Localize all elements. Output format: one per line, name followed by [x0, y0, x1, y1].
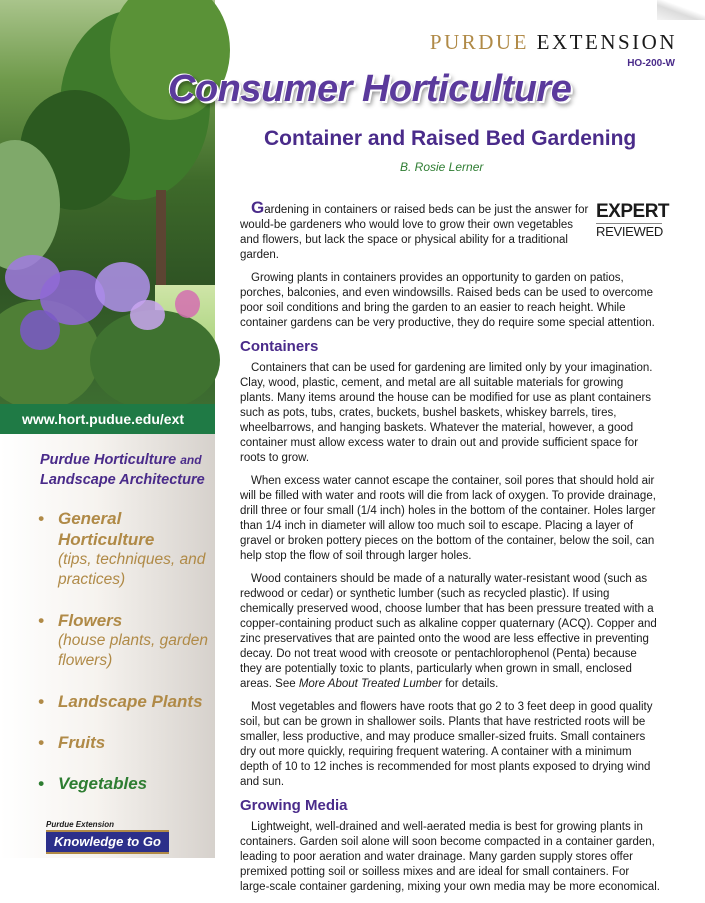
- bullet-icon: •: [38, 509, 44, 528]
- document-title: Container and Raised Bed Gardening: [264, 127, 637, 150]
- section-heading-containers: Containers: [240, 338, 319, 355]
- topic-list: [38, 508, 215, 794]
- garden-photo: [0, 0, 215, 404]
- purdue-extension-logo: PURDUE EXTENSION: [429, 30, 677, 54]
- topic-landscape-plants[interactable]: • Landscape Plants: [38, 692, 203, 711]
- lead-paragraph: Gardening in containers or raised beds can be just the answer for would-be gardeners who would love to grow their own vegetables and flowers, but lack the space or physical ability for a traditional garden.: [240, 198, 589, 261]
- bullet-icon: •: [38, 692, 44, 711]
- page-curl: [657, 0, 705, 20]
- paragraph: Wood containers should be made of a naturally water-resistant wood (such as redwood or cedar) or synthetic lumber (such as recycled plastic). If using chemically preserved wood, choose lumber that has been pressure treated with a copper-containing product such as alkaline copper quaternary (ACQ). Copper and zinc preservatives that are painted onto the wood are less effective in preventing decay. Do not treat wood with creosote or pentachlorophenol (Penta) because they are potentially toxic to plants, particularly when grown in small, enclosed areas. See More About Treated Lumber for details.: [240, 573, 657, 690]
- document-author: B. Rosie Lerner: [400, 160, 484, 174]
- paragraph: Lightweight, well-drained and well-aerated media is best for growing plants in containers. Garden soil alone will soon become compacted in a container garden, leading to poor aeration and water drainage. Many garden supply stores offer premixed potting soil or soilless mixes and are ideal for small containers. For large-scale container gardening, mixing your own media may be more economical.: [240, 821, 660, 893]
- topic-general-horticulture[interactable]: • General Horticulture (tips, techniques, and practices): [38, 509, 206, 588]
- section-heading-growing-media: Growing Media: [240, 797, 348, 814]
- knowledge-to-go-logo: Purdue Extension Knowledge to Go: [46, 820, 169, 854]
- topic-vegetables[interactable]: • Vegetables: [38, 774, 148, 793]
- treated-lumber-reference[interactable]: More About Treated Lumber: [298, 678, 443, 690]
- bullet-icon: •: [38, 774, 44, 793]
- paragraph: When excess water cannot escape the container, soil pores that should hold air will be filled with water and roots will die from lack of oxygen. To provide drainage, drill three or four small (1/4 inch) holes in the bottom of the container. Holes larger than 1/4 inch in diameter will allow too much soil to escape. Placing a layer of gravel or broken pottery pieces on the bottom of the container, below the soil, can help stop the flow of soil through larger holes.: [240, 475, 656, 562]
- paragraph: Most vegetables and flowers have roots that go 2 to 3 feet deep in good quality soil, but can be grown in shallower soils. Plants that have restricted roots will be smaller, less productive, and may produce smaller-sized fruits. Small containers dry out more quickly, requiring frequent watering. A container with a minimum depth of 10 to 12 inches is recommended for most plants exposed to drying wind and sun.: [240, 701, 653, 788]
- paragraph: Growing plants in containers provides an opportunity to garden on patios, porches, balconies, and even windowsills. Raised beds can be used to overcome poor soil conditions and bring the garden to an easier to reach height. While container gardens can be very productive, they do require some special attention.: [240, 272, 655, 329]
- department-name: Purdue Horticulture and Landscape Architecture: [40, 452, 205, 488]
- topic-fruits[interactable]: • Fruits: [38, 733, 106, 752]
- series-title: Consumer Horticulture: [168, 68, 572, 110]
- publication-code: HO-200-W: [627, 58, 675, 69]
- website-url[interactable]: www.hort.pudue.edu/ext: [0, 404, 215, 434]
- paragraph: Containers that can be used for gardening are limited only by your imagination. Clay, wood, plastic, cement, and metal are all suitable materials for growing plants. Many items around the house can be modified for use as plant containers such as pots, tubs, crates, buckets, bushel baskets, whiskey barrels, tires, wheelbarrows, and hanging baskets. Whatever the material, however, a good container must allow excess water to drain out and provide sufficient space for roots to grow.: [240, 362, 653, 464]
- expert-reviewed-badge: EXPERT REVIEWED: [596, 201, 670, 239]
- bullet-icon: •: [38, 611, 44, 630]
- article-body: [240, 198, 670, 903]
- sidebar: [0, 434, 215, 858]
- bullet-icon: •: [38, 733, 44, 752]
- topic-flowers[interactable]: • Flowers (house plants, garden flowers): [38, 611, 208, 669]
